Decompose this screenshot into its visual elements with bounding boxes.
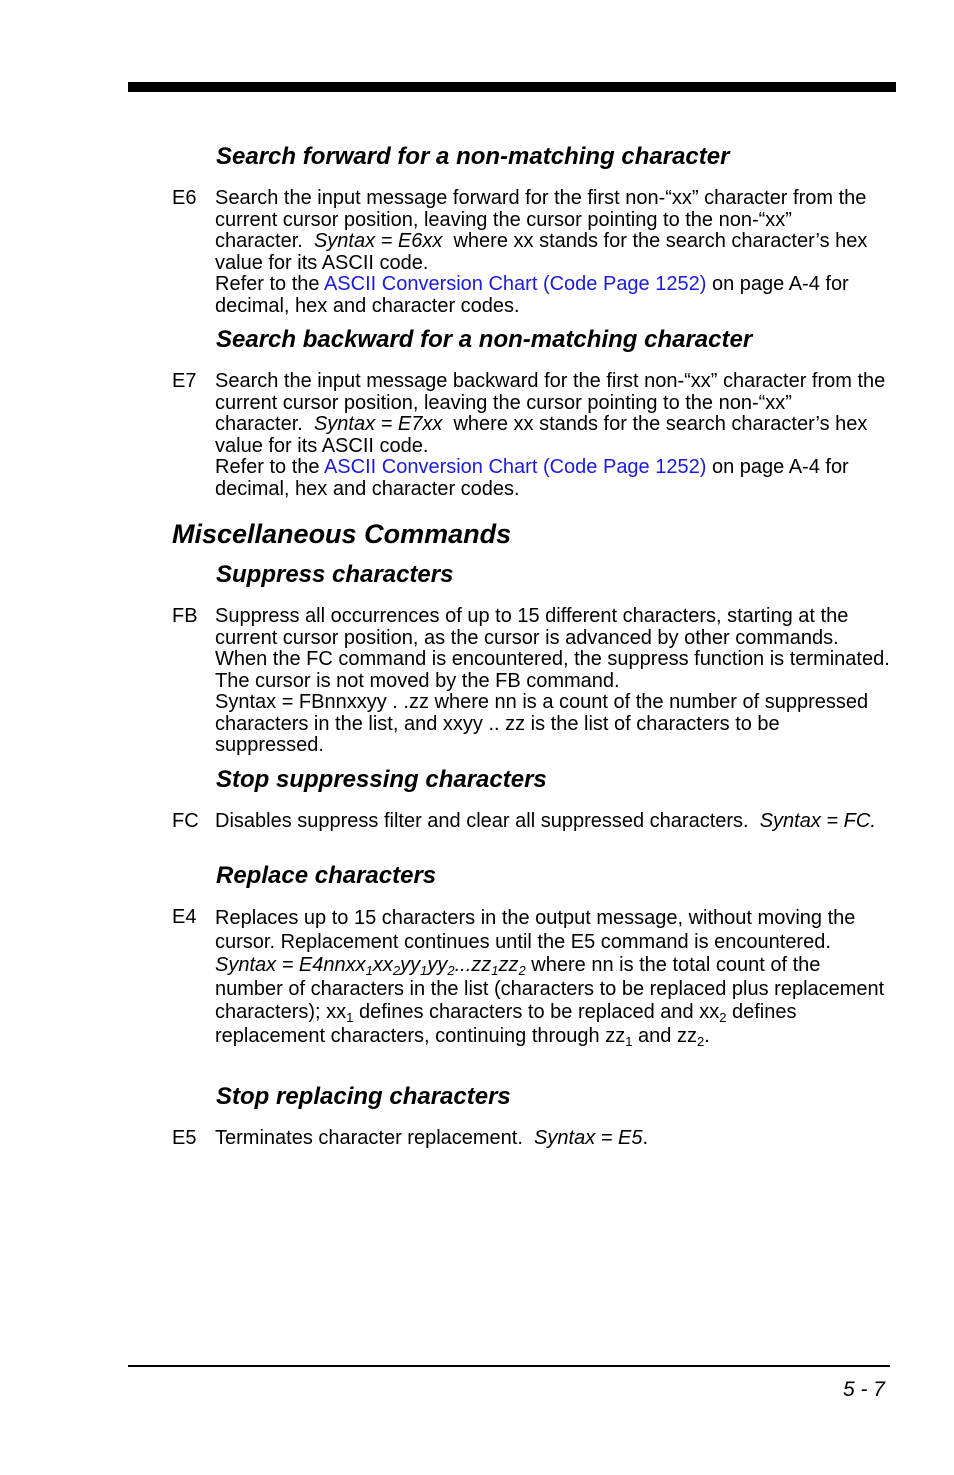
command-code-fb: FB bbox=[172, 605, 198, 627]
command-code-fc: FC bbox=[172, 810, 199, 832]
paragraph-e7: Search the input message backward for the first non-“xx” character from the current cursor position, leaving the cursor pointing to the non-“xx” character. Syntax = E7xx where xx stands for the search character’s hex value for its ASCII code. Refer to the ASCII Conversion Chart (Code Page 1252) on page A-4 for decimal, hex and character codes. bbox=[215, 370, 886, 500]
ascii-chart-link-e6[interactable]: ASCII Conversion Chart (Code Page 1252) bbox=[323, 273, 707, 295]
syntax-e7: Syntax = E7xx bbox=[313, 413, 443, 435]
heading-search-forward: Search forward for a non-matching character bbox=[216, 143, 730, 170]
heading-suppress-characters: Suppress characters bbox=[216, 561, 454, 588]
heading-replace-characters: Replace characters bbox=[216, 862, 437, 889]
paragraph-fb: Suppress all occurrences of up to 15 different characters, starting at the current cursor position, as the cursor is advanced by other commands. When the FC command is encountered, the suppress function is terminated. The cursor is not moved by the FB command. Syntax = FBnnxxyy . .zz where nn is a count of the number of suppressed characters in the list, and xxyy .. zz is the list of characters to be suppressed. bbox=[215, 605, 890, 756]
command-code-e4: E4 bbox=[172, 906, 197, 928]
command-code-e5: E5 bbox=[172, 1127, 197, 1149]
syntax-e5: Syntax = E5 bbox=[534, 1127, 643, 1149]
syntax-e6: Syntax = E6xx bbox=[313, 230, 443, 252]
heading-search-backward: Search backward for a non-matching character bbox=[216, 326, 753, 353]
footer-rule bbox=[128, 1365, 890, 1367]
heading-miscellaneous-commands: Miscellaneous Commands bbox=[172, 519, 512, 549]
command-code-e6: E6 bbox=[172, 187, 197, 209]
paragraph-e5: Terminates character replacement. Syntax = E5. bbox=[215, 1127, 649, 1149]
paragraph-e6: Search the input message forward for the first non-“xx” character from the current cursor position, leaving the cursor pointing to the non-“xx” character. Syntax = E6xx where xx stands for the search character’s hex value for its ASCII code. Refer to the ASCII Conversion Chart (Code Page 1252) on page A-4 for decimal, hex and character codes. bbox=[215, 187, 868, 317]
syntax-e4: Syntax = $E4nnxx_1xx_2yy_1yy_2...zz_1zz_2$ bbox=[215, 954, 526, 978]
syntax-fc: Syntax = FC. bbox=[759, 810, 876, 832]
paragraph-fc: Disables suppress filter and clear all suppressed characters. Syntax = FC. bbox=[215, 810, 876, 832]
header-rule bbox=[128, 82, 896, 92]
heading-stop-suppressing: Stop suppressing characters bbox=[216, 766, 547, 793]
page-number: 5 - 7 bbox=[842, 1378, 885, 1401]
command-code-e7: E7 bbox=[172, 370, 197, 392]
ascii-chart-link-e7[interactable]: ASCII Conversion Chart (Code Page 1252) bbox=[323, 456, 707, 478]
heading-stop-replacing: Stop replacing characters bbox=[216, 1083, 511, 1110]
paragraph-e4: Replaces up to 15 characters in the output message, without moving the cursor. Replacement continues until the E5 command is encountered. Syntax = $E4nnxx_1xx_2yy_1yy_2...zz_1zz_2$ where nn is the total count of the number of characters in the list (characters to be replaced plus replacement characters); $xx_1$ defines characters to be replaced and $xx_2$ defines replacement characters, continuing through $zz_1$ and $zz_2$. bbox=[215, 907, 885, 1049]
